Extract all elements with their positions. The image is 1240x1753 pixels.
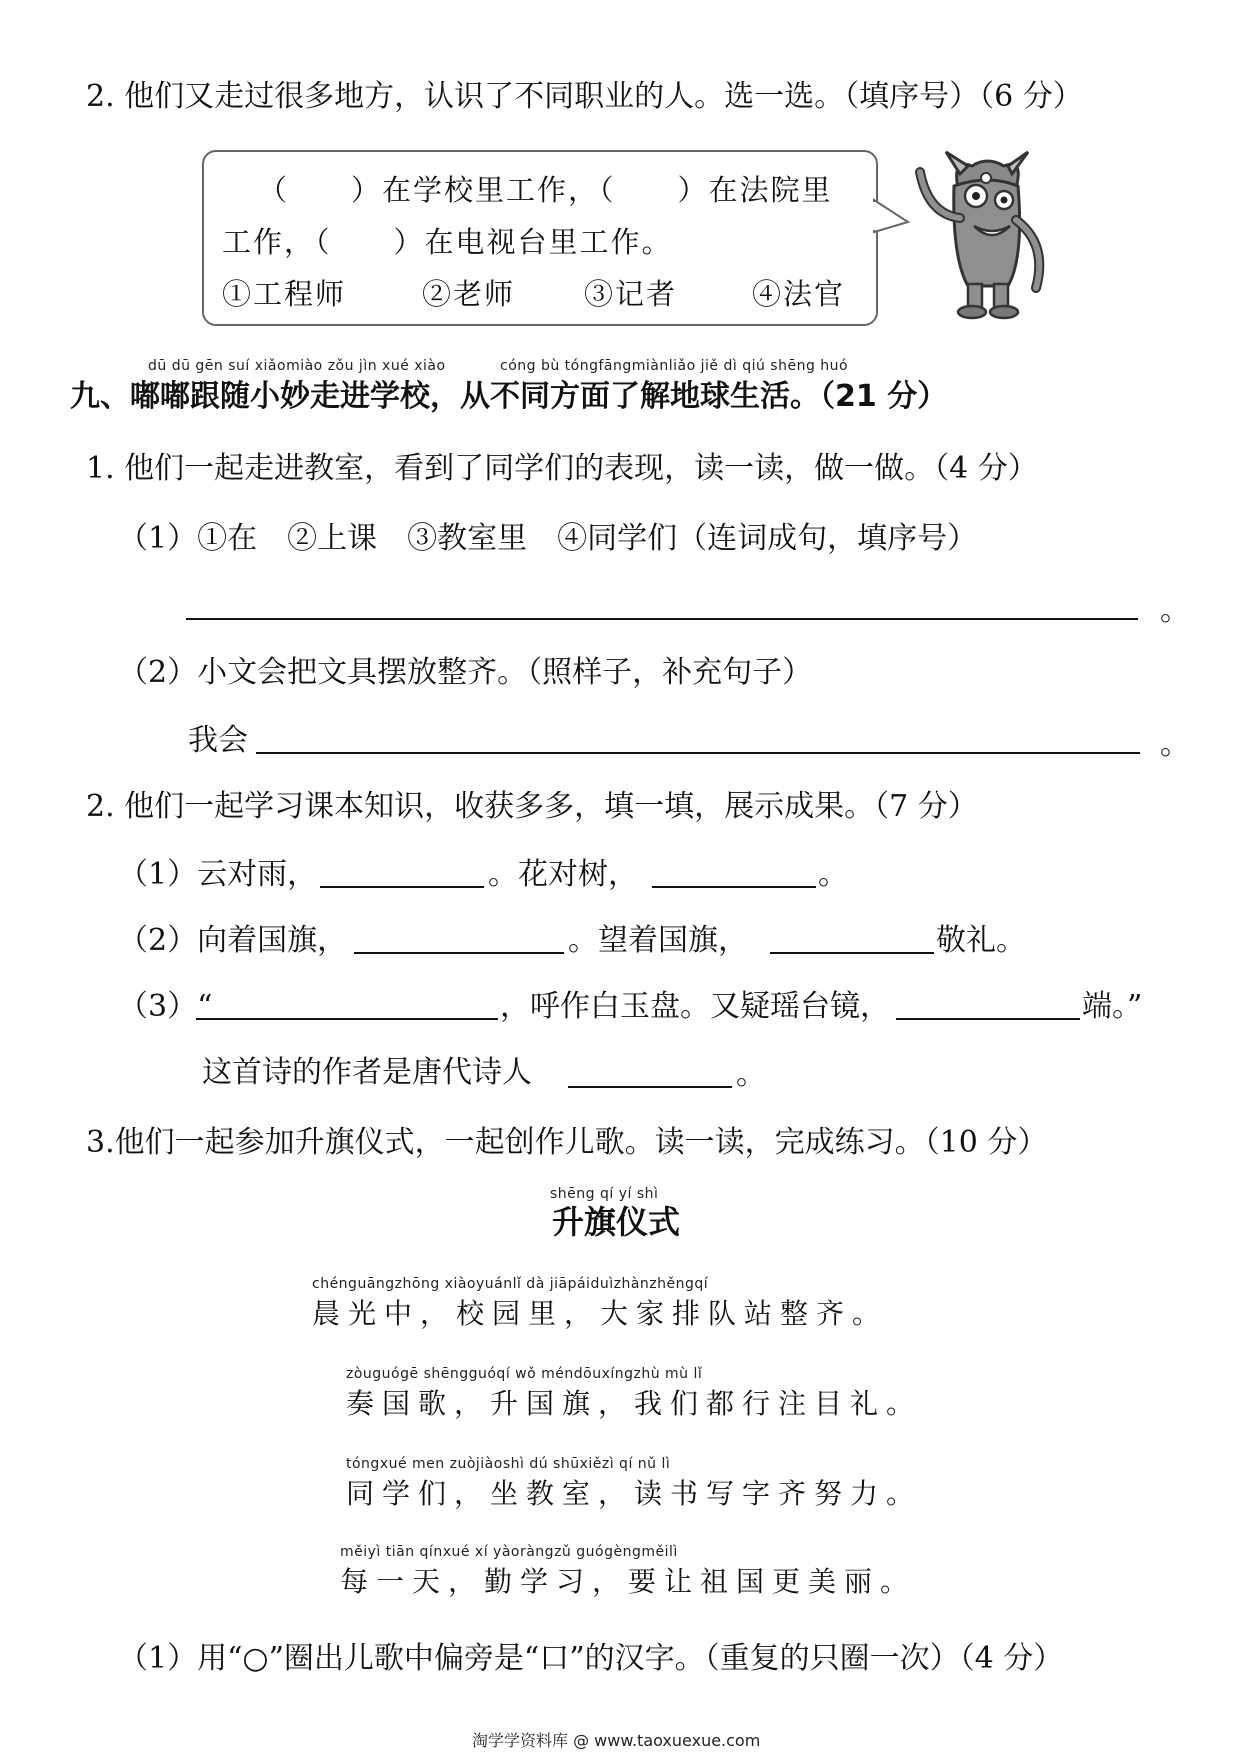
question-text: 端。” xyxy=(1082,989,1143,1024)
question-title: 3.他们一起参加升旗仪式，一起创作儿歌。读一读，完成练习。（10 分） xyxy=(86,1125,1048,1160)
pinyin-annotation: dū dū gēn suí xiǎomiào zǒu jìn xué xiào xyxy=(148,358,446,374)
question-part: （1）云对雨， xyxy=(118,857,318,892)
poem-line: 每一天，勤学习，要让祖国更美丽。 xyxy=(340,1565,917,1598)
question-text: 敬礼。 xyxy=(936,923,1026,958)
poem-title: 升旗仪式 xyxy=(552,1203,681,1241)
question-part: （3）“ xyxy=(118,989,213,1024)
poem-line: 晨光中，校园里，大家排队站整齐。 xyxy=(312,1297,889,1330)
question-part: （2）小文会把文具摆放整齐。（照样子，补充句子） xyxy=(118,655,813,690)
pinyin-annotation: shēng qí yí shì xyxy=(550,1186,659,1202)
question-part: （1）①在 ②上课 ③教室里 ④同学们（连词成句，填序号） xyxy=(118,521,978,556)
bubble-tail xyxy=(872,198,912,238)
bubble-text-line: 工作，（ ）在电视台里工作。 xyxy=(222,225,673,259)
poem-line: 奏国歌，升国旗，我们都行注目礼。 xyxy=(346,1387,923,1420)
answer-blank[interactable] xyxy=(196,1018,498,1020)
pinyin-annotation: zòuguógē shēngguóqí wǒ méndōuxíngzhù mù lǐ xyxy=(346,1366,703,1382)
answer-blank[interactable] xyxy=(186,618,1138,620)
end-mark: 。 xyxy=(1160,593,1190,628)
speech-bubble xyxy=(202,150,878,326)
answer-blank[interactable] xyxy=(568,1086,732,1088)
question-text: 。花对树， xyxy=(488,857,638,892)
pinyin-annotation: měiyì tiān qínxué xí yàoràngzǔ guógèngměilì xyxy=(340,1544,678,1560)
pinyin-annotation: cóng bù tóngfāngmiànliǎo jiě dì qiú shēng huó xyxy=(500,358,849,374)
end-mark: 。 xyxy=(1160,727,1190,762)
answer-blank[interactable] xyxy=(770,952,934,954)
pinyin-annotation: tóngxué men zuòjiàoshì dú shūxiězì qí nǔ lì xyxy=(346,1456,671,1472)
question-part: （2）向着国旗， xyxy=(118,923,348,958)
question-title: 2. 他们又走过很多地方，认识了不同职业的人。选一选。（填序号）（6 分） xyxy=(86,79,1083,114)
answer-blank[interactable] xyxy=(256,752,1140,754)
option-item: ①工程师 xyxy=(222,277,347,311)
answer-blank[interactable] xyxy=(354,952,564,954)
question-title: 1. 他们一起走进教室，看到了同学们的表现，读一读，做一做。（4 分） xyxy=(86,451,1038,486)
answer-prefix: 我会 xyxy=(188,723,248,758)
bubble-text-line: （ ）在学校里工作，（ ）在法院里 xyxy=(258,173,833,207)
question-text: 。 xyxy=(818,857,848,892)
monster-illustration xyxy=(912,148,1062,320)
answer-blank[interactable] xyxy=(320,886,484,888)
option-item: ③记者 xyxy=(584,277,678,311)
question-text: 这首诗的作者是唐代诗人 xyxy=(202,1055,532,1090)
answer-blank[interactable] xyxy=(896,1018,1080,1020)
option-item: ④法官 xyxy=(752,277,846,311)
question-title: 2. 他们一起学习课本知识，收获多多，填一填，展示成果。（7 分） xyxy=(86,789,978,824)
question-text: ，呼作白玉盘。又疑瑶台镜， xyxy=(500,989,890,1024)
end-mark: 。 xyxy=(736,1057,766,1092)
poem-line: 同学们，坐教室，读书写字齐努力。 xyxy=(346,1477,923,1510)
option-item: ②老师 xyxy=(422,277,516,311)
question-text: 。望着国旗， xyxy=(568,923,748,958)
section-title: 九、嘟嘟跟随小妙走进学校，从不同方面了解地球生活。（21 分） xyxy=(70,379,948,414)
pinyin-annotation: chénguāngzhōng xiàoyuánlǐ dà jiāpáiduìzhànzhěngqí xyxy=(312,1276,709,1292)
question-part: （1）用“○”圈出儿歌中偏旁是“口”的汉字。（重复的只圈一次）（4 分） xyxy=(118,1641,1064,1676)
answer-blank[interactable] xyxy=(652,886,816,888)
footer-watermark: 淘学学资料库 @ www.taoxuexue.com xyxy=(472,1731,761,1750)
